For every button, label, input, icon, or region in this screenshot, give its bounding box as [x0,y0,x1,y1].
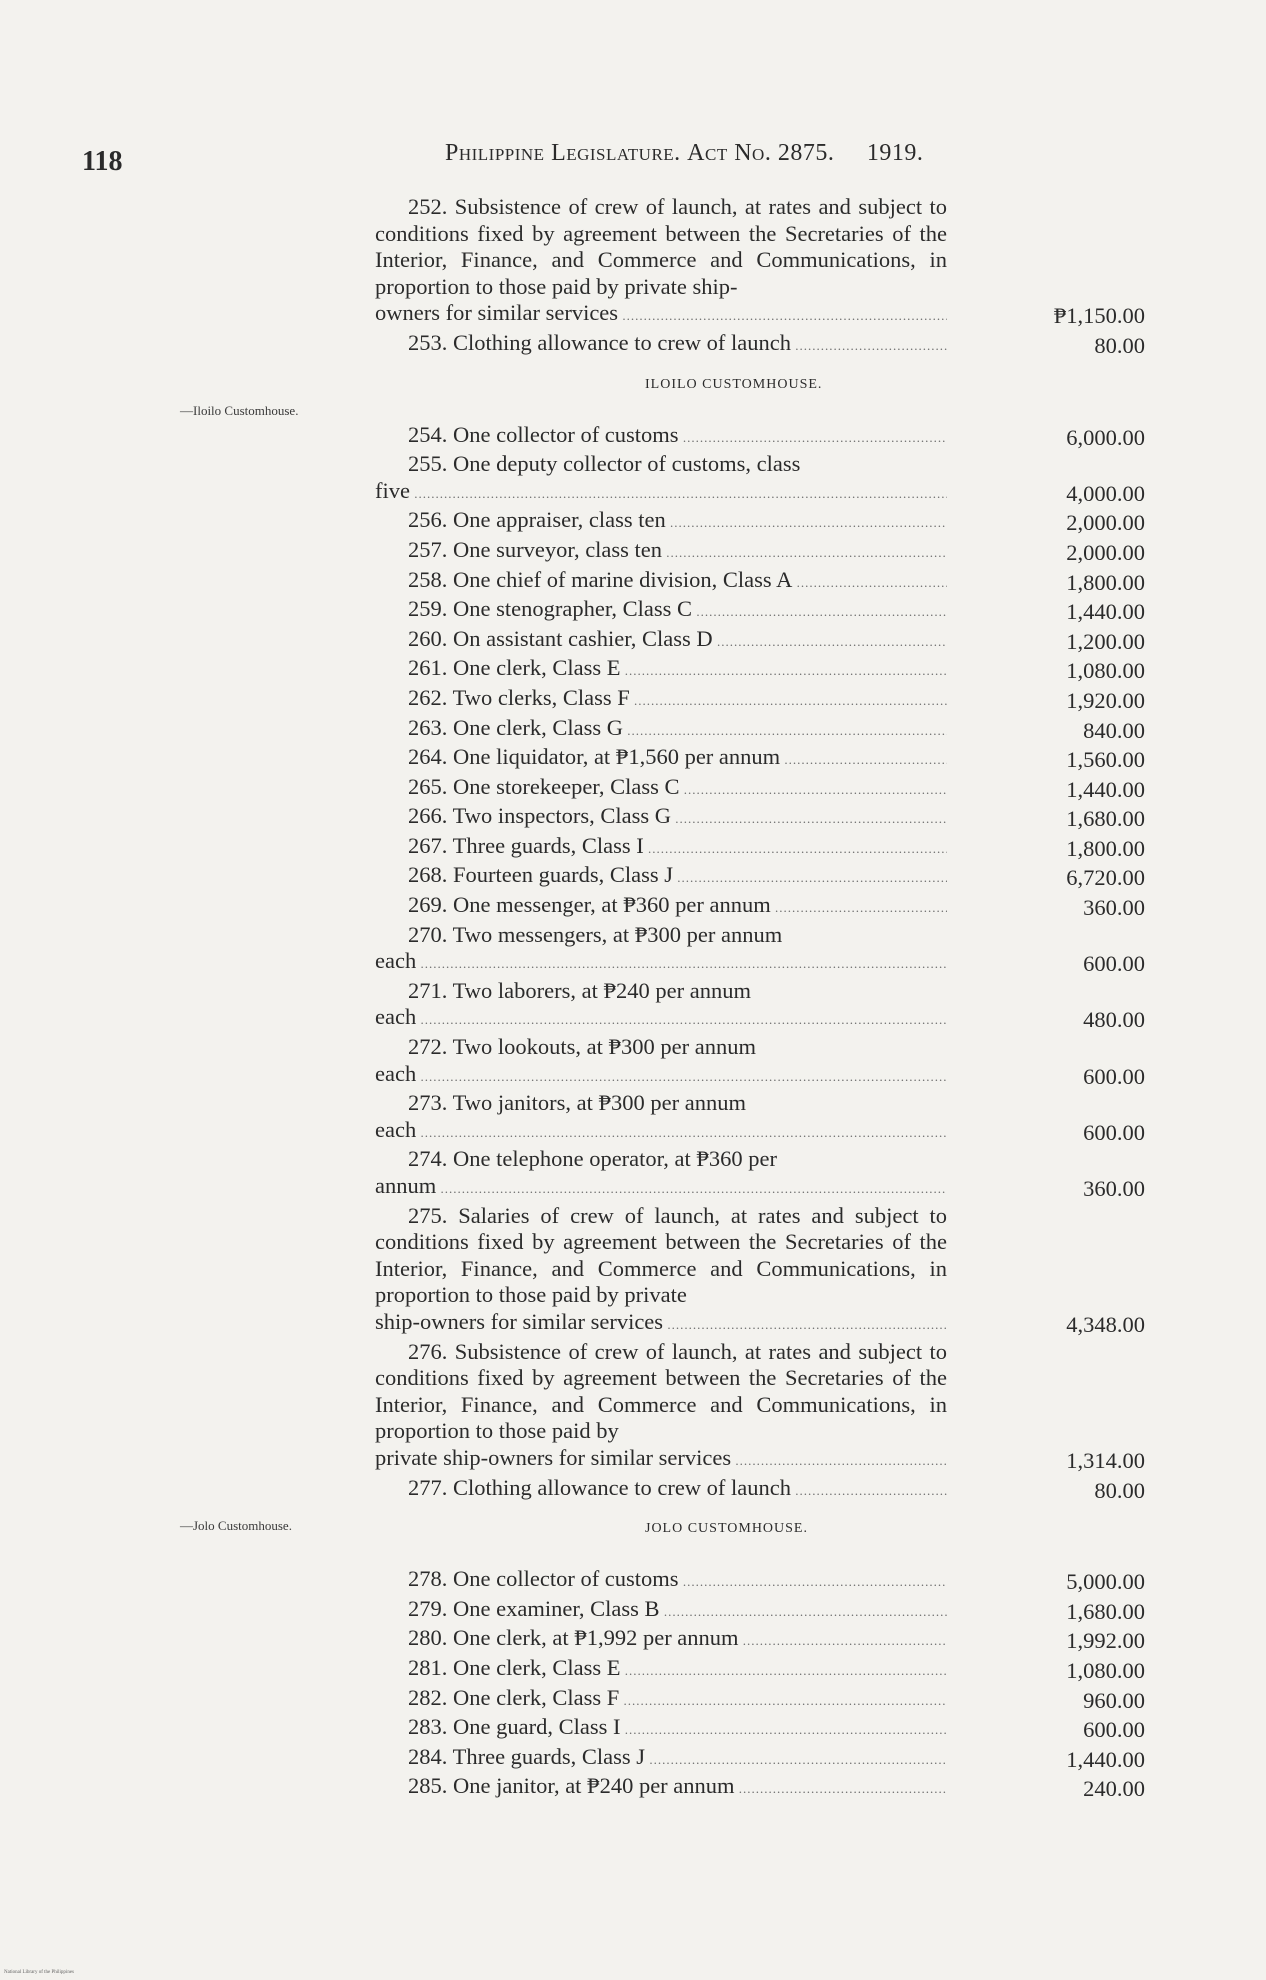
item-amount: 600.00 [1083,1717,1145,1743]
item-text: 268. Fourteen guards, Class J ..... [375,862,947,892]
item-amount: 1,680.00 [1066,806,1145,832]
item-text: 281. One clerk, Class E ..... [375,1655,947,1685]
item-text-last-line: each ..... [375,948,947,978]
scan-footer: National Library of the Philippines [4,1970,74,1975]
item-amount: ₱1,150.00 [1053,303,1145,329]
item-text: 256. One appraiser, class ten ..... [375,507,947,537]
item-amount: 5,000.00 [1066,1569,1145,1595]
item-amount: 960.00 [1083,1687,1145,1713]
list-item [375,1339,1145,1475]
list-item [375,1146,1145,1202]
item-text: 254. One collector of customs ..... [375,422,947,452]
item-text: 265. One storekeeper, Class C ..... [375,774,947,804]
item-amount: 1,560.00 [1066,747,1145,773]
item-text: 257. One surveyor, class ten ..... [375,537,947,567]
list-item [375,1655,1145,1685]
item-amount: 1,800.00 [1066,835,1145,861]
item-amount: 600.00 [1083,1063,1145,1089]
item-text: 261. One clerk, Class E ..... [375,655,947,685]
list-item [375,422,1145,452]
item-text: 273. Two janitors, at ₱300 per annum [408,1090,746,1116]
item-amount: 4,348.00 [1066,1311,1145,1337]
list-item [375,596,1145,626]
list-item [375,1685,1145,1715]
side-note-jolo: —Jolo Customhouse. [180,1518,292,1533]
item-text: 264. One liquidator, at ₱1,560 per annum ..... [375,744,947,774]
list-item [375,774,1145,804]
running-head-year: 1919. [866,140,924,166]
item-text: 274. One telephone operator, at ₱360 per [408,1146,777,1172]
item-text: 263. One clerk, Class G ..... [375,715,947,745]
item-amount: 2,000.00 [1066,510,1145,536]
item-amount: 1,314.00 [1066,1447,1145,1473]
item-amount: 360.00 [1083,895,1145,921]
item-text-last-line: each ..... [375,1117,947,1147]
item-text: 272. Two lookouts, at ₱300 per annum [408,1034,756,1060]
item-text-last-line: private ship-owners for similar services ..... [375,1445,947,1475]
list-item [375,744,1145,774]
list-item [375,626,1145,656]
item-amount: 6,720.00 [1066,865,1145,891]
item-amount: 4,000.00 [1066,480,1145,506]
list-item [375,1034,1145,1090]
item-amount: 1,920.00 [1066,687,1145,713]
item-amount: 80.00 [1094,1477,1145,1503]
item-text: 269. One messenger, at ₱360 per annum ..... [375,892,947,922]
item-text: 283. One guard, Class I ..... [375,1714,947,1744]
item-text-last-line: ship-owners for similar services ..... [375,1309,947,1339]
item-amount: 600.00 [1083,951,1145,977]
item-amount: 80.00 [1094,332,1145,358]
item-amount: 600.00 [1083,1119,1145,1145]
list-item [375,685,1145,715]
item-text: 259. One stenographer, Class C ..... [375,596,947,626]
list-item [375,330,1145,360]
list-item [375,194,1145,330]
list-item [375,1714,1145,1744]
list-item [375,1744,1145,1774]
list-item [375,1596,1145,1626]
item-text-last-line: five ..... [375,478,947,508]
list-item [375,892,1145,922]
item-text: 255. One deputy collector of customs, class [408,451,801,477]
item-amount: 6,000.00 [1066,424,1145,450]
item-text: 266. Two inspectors, Class G ..... [375,803,947,833]
item-amount: 240.00 [1083,1776,1145,1802]
item-text: 267. Three guards, Class I ..... [375,833,947,863]
item-text: 282. One clerk, Class F ..... [375,1685,947,1715]
running-head-title: Philippine Legislature. [445,140,681,166]
item-amount: 1,992.00 [1066,1628,1145,1654]
list-item [375,1090,1145,1146]
item-text-last-line: owners for similar services ..... [375,300,947,330]
item-text: 252. Subsistence of crew of launch, at rates and subject to conditions fixed by agreement between the Secretaries of the Interior, Finance, and Commerce and Communications, in proportion to those paid by private ship- [375,194,947,299]
item-amount: 1,080.00 [1066,1657,1145,1683]
list-item [375,715,1145,745]
item-text: 262. Two clerks, Class F ..... [375,685,947,715]
item-amount: 1,440.00 [1066,599,1145,625]
item-text: 276. Subsistence of crew of launch, at rates and subject to conditions fixed by agreement between the Secretaries of the Interior, Finance, and Commerce and Communications, in proportion to those paid by [375,1338,947,1444]
item-text: 278. One collector of customs ..... [375,1566,947,1596]
section-heading-iloilo: ILOILO CUSTOMHOUSE. [645,376,823,392]
item-amount: 1,680.00 [1066,1598,1145,1624]
list-item [375,862,1145,892]
item-amount: 360.00 [1083,1176,1145,1201]
item-amount: 1,080.00 [1066,658,1145,684]
item-text: 260. On assistant cashier, Class D ..... [375,626,947,656]
item-text: 258. One chief of marine division, Class A ..... [375,567,947,597]
item-text: 284. Three guards, Class J ..... [375,1744,947,1774]
list-item [375,1203,1145,1339]
running-head-act: Act No. 2875. [687,140,835,166]
item-amount: 1,440.00 [1066,1746,1145,1772]
list-item [375,1625,1145,1655]
item-text-last-line: annum ..... [375,1173,947,1203]
item-text: 277. Clothing allowance to crew of launch ..... [375,1475,947,1505]
list-item [375,1566,1145,1596]
item-text: 285. One janitor, at ₱240 per annum ..... [375,1773,947,1803]
item-text: 280. One clerk, at ₱1,992 per annum ..... [375,1625,947,1655]
item-text: 275. Salaries of crew of launch, at rates and subject to conditions fixed by agreement between the Secretaries of the Interior, Finance, and Commerce and Communications, in proportion to those paid by private [375,1202,947,1308]
list-item [375,1475,1145,1505]
list-item [375,655,1145,685]
item-text: 253. Clothing allowance to crew of launch ..... [375,330,947,360]
item-amount: 1,440.00 [1066,776,1145,802]
list-item [375,803,1145,833]
list-item [375,833,1145,863]
appropriation-list [375,194,1145,1803]
item-text: 279. One examiner, Class B ..... [375,1596,947,1626]
item-amount: 1,200.00 [1066,628,1145,654]
item-amount: 480.00 [1083,1007,1145,1033]
running-head [445,140,923,167]
section-heading-jolo: JOLO CUSTOMHOUSE. [645,1521,808,1537]
list-item [375,537,1145,567]
list-item [375,507,1145,537]
page-number: 118 [82,146,123,177]
item-text-last-line: each ..... [375,1061,947,1091]
item-text: 270. Two messengers, at ₱300 per annum [408,921,783,947]
list-item [375,567,1145,597]
item-text-last-line: each ..... [375,1004,947,1034]
item-text: 271. Two laborers, at ₱240 per annum [408,977,751,1003]
list-item [375,978,1145,1034]
list-item [375,1773,1145,1803]
list-item [375,451,1145,507]
item-amount: 840.00 [1083,717,1145,743]
item-amount: 1,800.00 [1066,569,1145,595]
list-item [375,922,1145,978]
side-note-iloilo: —Iloilo Customhouse. [180,403,299,418]
item-amount: 2,000.00 [1066,539,1145,565]
